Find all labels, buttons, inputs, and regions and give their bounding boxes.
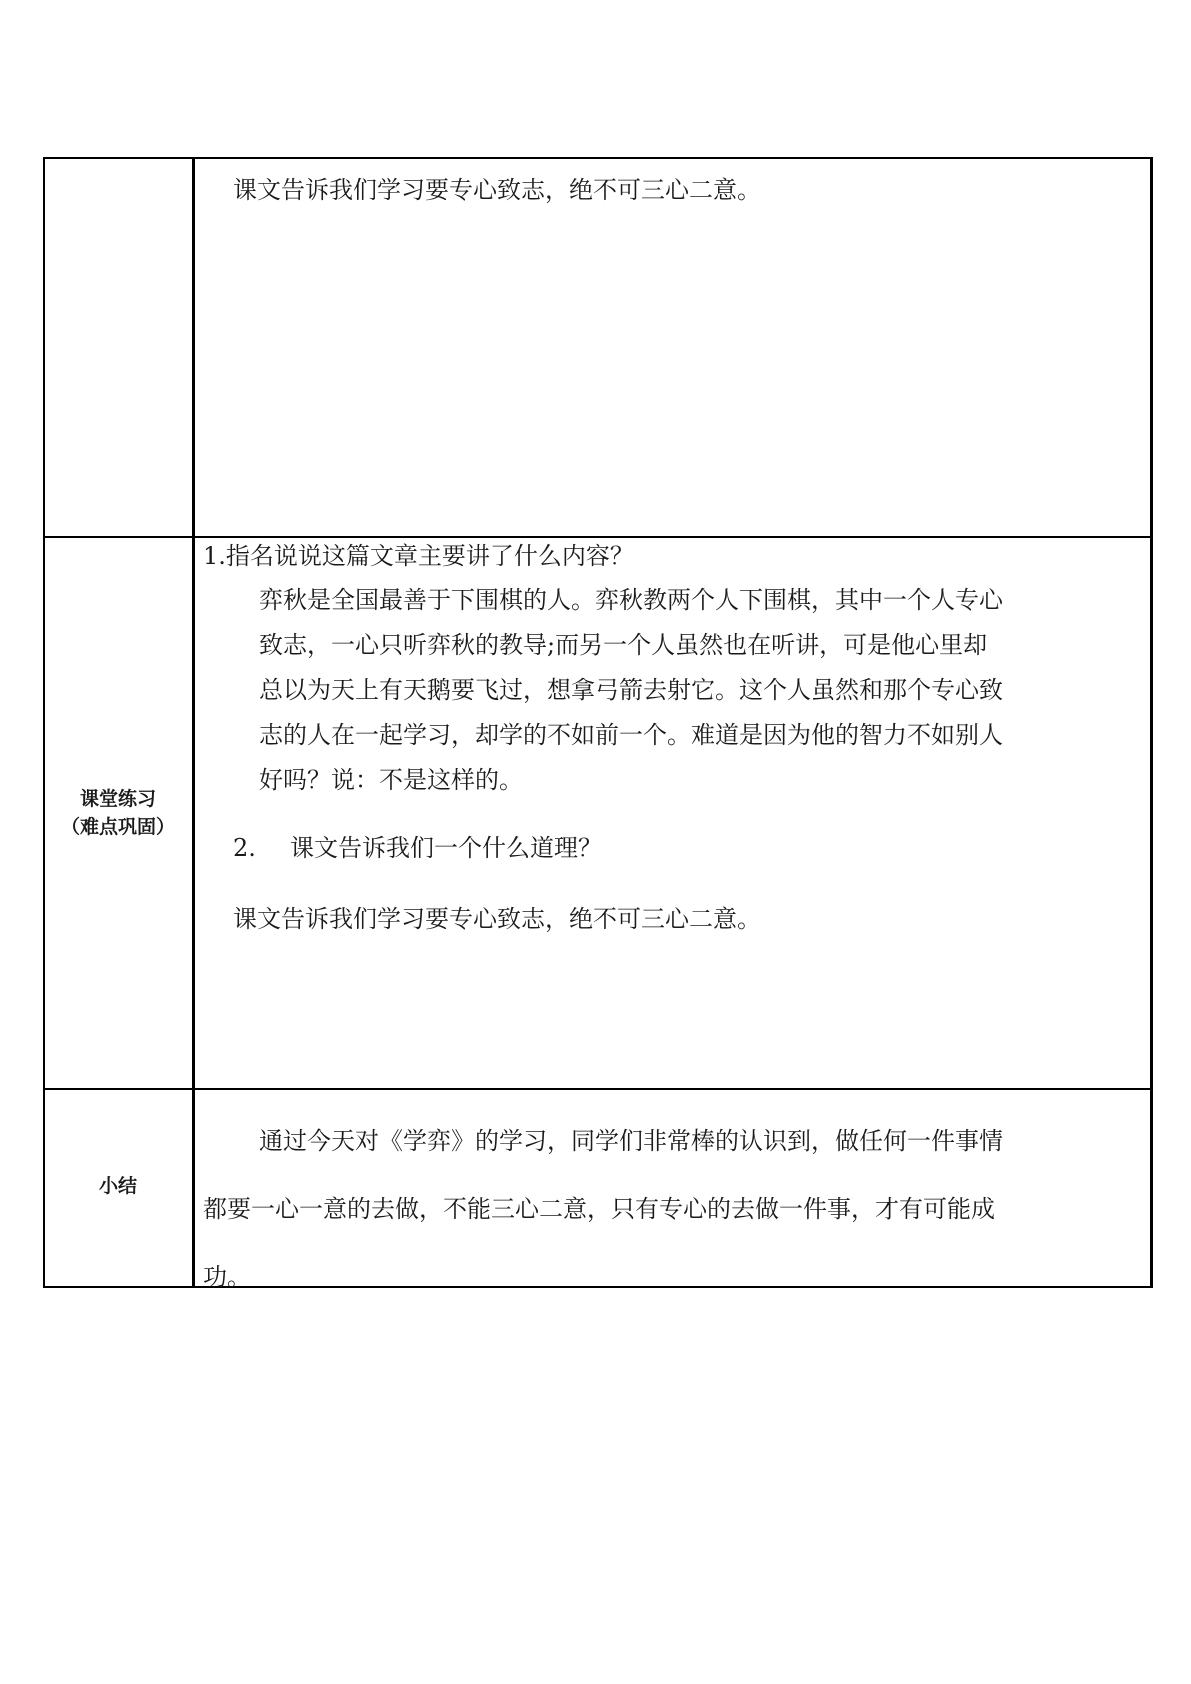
answer-1: [259, 578, 1003, 803]
summary-line: 通过今天对《学弈》的学习，同学们非常棒的认识到，做任何一件事情: [259, 1127, 1003, 1155]
answer-1-line: 志的人在一起学习，却学的不如前一个。难道是因为他的智力不如别人: [259, 721, 1003, 749]
summary-paragraph: [203, 1107, 1003, 1311]
column-divider: [192, 157, 195, 1288]
summary-line: 都要一心一意的去做，不能三心二意，只有专心的去做一件事，才有可能成: [203, 1195, 995, 1223]
row-divider-2: [43, 1088, 1153, 1090]
table-right-border: [1150, 157, 1153, 1288]
answer-1-line: 总以为天上有天鹅要飞过，想拿弓箭去射它。这个人虽然和那个专心致: [259, 676, 1003, 704]
answer-2: 课文告诉我们学习要专心致志，绝不可三心二意。: [233, 905, 761, 933]
question-2-number: 2.: [233, 834, 256, 862]
row2-label-line1: 课堂练习: [79, 788, 156, 810]
summary-line: 功。: [203, 1263, 251, 1291]
answer-1-line: 弈秋是全国最善于下围棋的人。弈秋教两个人下围棋，其中一个人专心: [259, 586, 1003, 614]
table-top-border: [43, 157, 1153, 159]
row1-conclusion-text: 课文告诉我们学习要专心致志，绝不可三心二意。: [233, 176, 761, 204]
table-left-border: [43, 157, 45, 1288]
row3-label: 小结: [98, 1175, 137, 1197]
row-divider-1: [43, 536, 1153, 538]
question-1: 1.指名说说这篇文章主要讲了什么内容？: [203, 542, 634, 570]
row2-label-line2: （难点巩固）: [60, 816, 175, 838]
row2-label: [43, 785, 193, 841]
question-2-text: 课文告诉我们一个什么道理？: [290, 834, 602, 862]
lesson-table: [43, 157, 1153, 1291]
answer-1-line: 好吗？说：不是这样的。: [259, 766, 523, 794]
answer-1-line: 致志，一心只听弈秋的教导;而另一个人虽然也在听讲，可是他心里却: [259, 631, 988, 659]
